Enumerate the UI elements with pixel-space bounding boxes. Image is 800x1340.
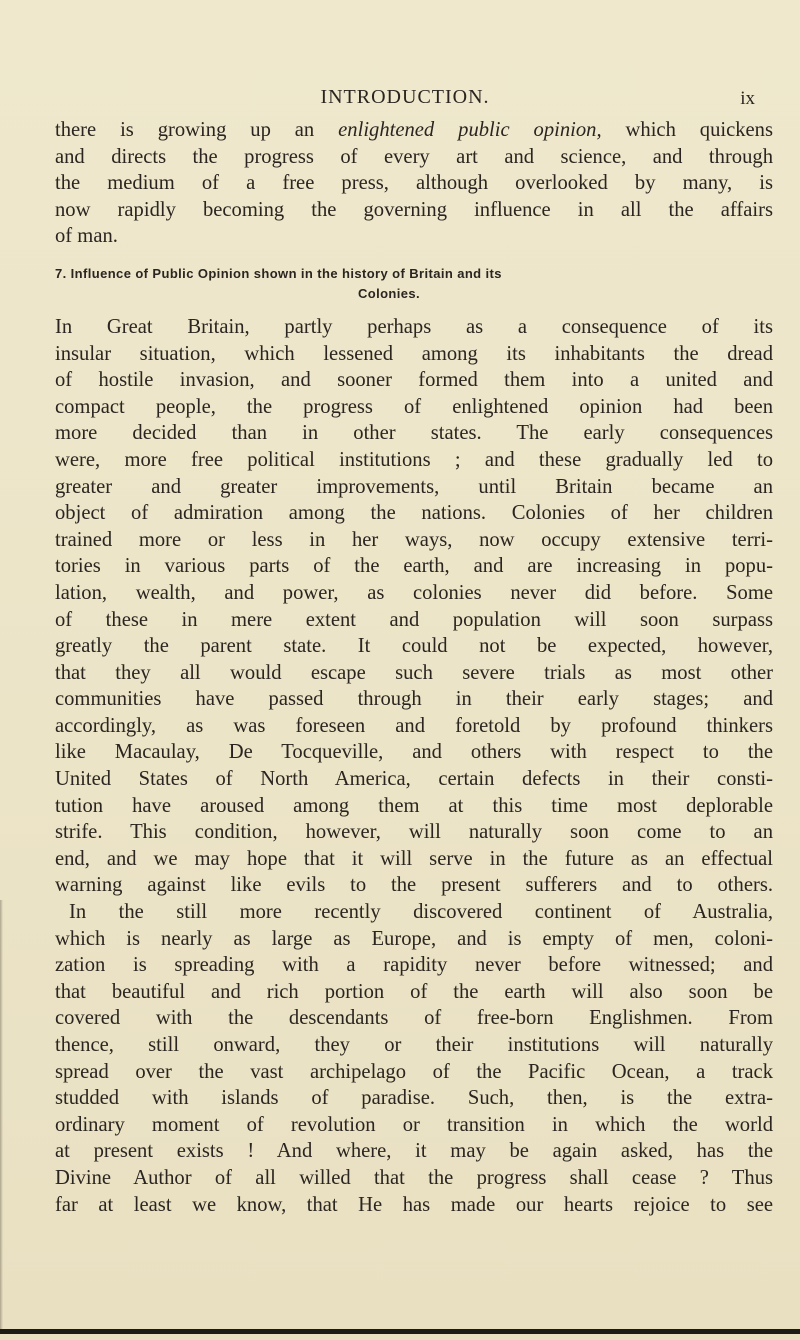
text-line: that beautiful and rich portion of the earth will also soon be — [55, 980, 773, 1003]
text-line: spread over the vast archipelago of the Pacific Ocean, a track — [55, 1060, 773, 1083]
section-heading — [55, 264, 773, 304]
text-line: United States of North America, certain defects in their consti- — [55, 768, 773, 791]
text-line: far at least we know, that He has made our hearts rejoice to see — [55, 1193, 773, 1216]
running-header — [55, 86, 755, 112]
text-line: Divine Author of all willed that the progress shall cease ? Thus — [55, 1166, 773, 1189]
text-line: communities have passed through in their early stages; and — [55, 688, 773, 711]
text-line: zation is spreading with a rapidity never before witnessed; and — [55, 954, 773, 977]
text-line: that they all would escape such severe trials as most other — [55, 661, 773, 684]
text-line: In the still more recently discovered continent of Australia, — [69, 901, 773, 924]
text-line: end, and we may hope that it will serve in the future as an effectual — [55, 847, 773, 870]
text-line: greater and greater improvements, until Britain became an — [55, 475, 773, 498]
main-paragraph — [55, 314, 773, 1218]
text-line: like Macaulay, De Tocqueville, and others with respect to the — [55, 741, 773, 764]
section-heading-line: Colonies. — [357, 285, 421, 301]
text-line: and directs the progress of every art and science, and through — [55, 145, 773, 168]
text-line: of man. — [55, 225, 118, 248]
text-line: warning against like evils to the present sufferers and to others. — [55, 874, 773, 897]
opening-paragraph — [55, 117, 773, 250]
text-line: were, more free political institutions ; and these gradually led to — [55, 448, 773, 471]
bottom-edge-rule — [0, 1329, 800, 1334]
text-line: there is growing up an enlightened public opinion, which quickens — [55, 119, 773, 141]
text-line: trained more or less in her ways, now occupy extensive terri- — [55, 528, 773, 551]
text-line: greatly the parent state. It could not be expected, however, — [55, 635, 773, 658]
page-number: ix — [740, 88, 755, 109]
text-line: lation, wealth, and power, as colonies never did before. Some — [55, 581, 773, 604]
text-line: which is nearly as large as Europe, and is empty of men, coloni- — [55, 927, 773, 950]
text-line: the medium of a free press, although overlooked by many, is — [55, 172, 773, 195]
text-line: tution have aroused among them at this time most deplorable — [55, 794, 773, 817]
text-line: compact people, the progress of enlightened opinion had been — [55, 395, 773, 418]
text-line: ordinary moment of revolution or transition in which the world — [55, 1113, 773, 1136]
running-title: INTRODUCTION. — [320, 86, 490, 108]
text-line: studded with islands of paradise. Such, then, is the extra- — [55, 1087, 773, 1110]
text-line: of these in mere extent and population will soon surpass — [55, 608, 773, 631]
text-line: object of admiration among the nations. Colonies of her children — [55, 502, 773, 525]
body-text — [55, 117, 773, 1218]
text-line: more decided than in other states. The early consequences — [55, 422, 773, 445]
section-heading-line: 7. Influence of Public Opinion shown in the history of Britain and its — [55, 265, 502, 281]
text-line: accordingly, as was foreseen and foretold by profound thinkers — [55, 714, 773, 737]
text-line: strife. This condition, however, will naturally soon come to an — [55, 821, 773, 844]
text-line: tories in various parts of the earth, and are increasing in popu- — [55, 555, 773, 578]
text-line: covered with the descendants of free-born Englishmen. From — [55, 1007, 773, 1030]
text-line: thence, still onward, they or their institutions will naturally — [55, 1034, 773, 1056]
text-line: In Great Britain, partly perhaps as a consequence of its — [55, 315, 773, 338]
page-edge-shadow — [0, 900, 3, 1330]
text-line: insular situation, which lessened among its inhabitants the dread — [55, 342, 773, 365]
text-line: at present exists ! And where, it may be again asked, has the — [55, 1140, 773, 1163]
text-line: now rapidly becoming the governing influence in all the affairs — [55, 198, 773, 221]
text-line: of hostile invasion, and sooner formed them into a united and — [55, 369, 773, 392]
